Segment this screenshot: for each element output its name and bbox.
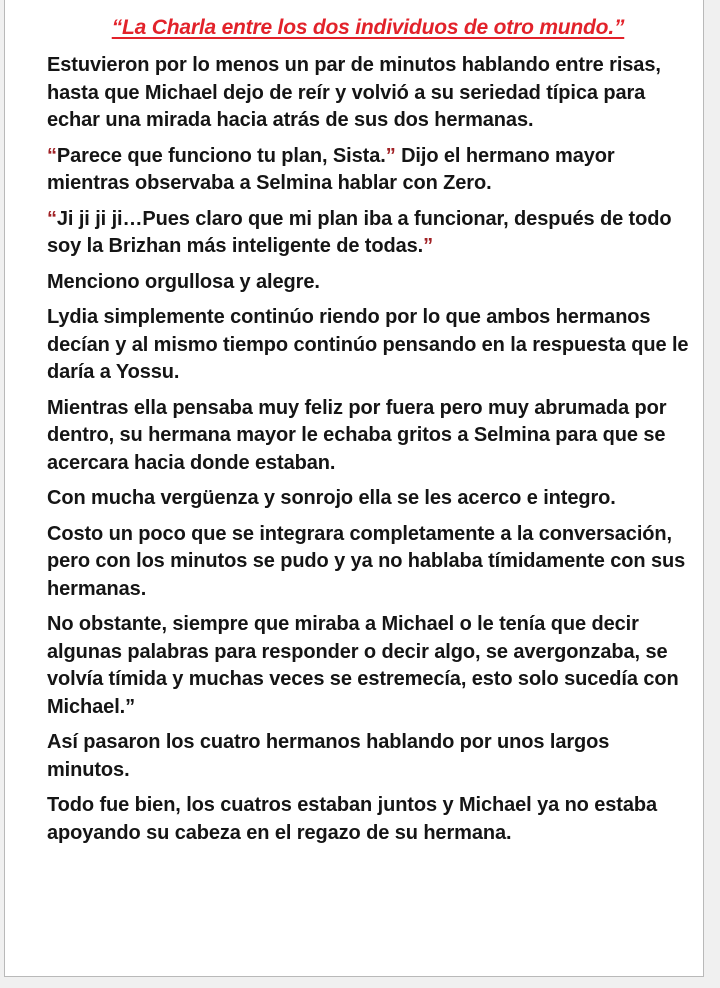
text-segment: Lydia simplemente continúo riendo por lo que ambos hermanos decían y al mismo tiempo continúo pensando en la respuesta que le daría a Yossu.	[47, 306, 689, 383]
text-segment: Costo un poco que se integrara completamente a la conversación, pero con los minutos se pudo y ya no hablaba tímidamente con sus hermanas.	[47, 522, 686, 600]
story-paragraph	[47, 395, 689, 478]
red-quote-mark: “	[47, 207, 57, 230]
text-segment: Ji ji ji ji…Pues claro que mi plan iba a funcionar, después de todo soy la Brizhan más inteligente de todas.	[47, 207, 672, 257]
story-paragraph	[47, 792, 689, 847]
story-paragraph	[47, 143, 689, 198]
story-body	[47, 52, 689, 847]
text-segment: Parece que funciono tu plan, Sista.	[56, 144, 386, 167]
text-segment: Así pasaron los cuatro hermanos hablando por unos largos minutos.	[47, 731, 610, 781]
text-segment: No obstante, siempre que miraba a Michael o le tenía que decir algunas palabras para responder o decir algo, se avergonzaba, se volvía tímida y muchas veces se estremecía, esto solo sucedía con Michael.”	[47, 613, 679, 718]
red-quote-mark: ”	[385, 144, 396, 167]
story-paragraph	[47, 521, 689, 604]
story-paragraph	[47, 52, 689, 135]
story-paragraph	[47, 729, 689, 784]
red-quote-mark: “	[47, 144, 57, 167]
text-segment: Estuvieron por lo menos un par de minutos hablando entre risas, hasta que Michael dejo de reír y volvió a su seriedad típica para echar una mirada hacia atrás de sus dos hermanas.	[47, 54, 661, 131]
document-page	[4, 0, 704, 977]
story-paragraph	[47, 269, 689, 297]
text-segment: Con mucha vergüenza y sonrojo ella se les acerco e integro.	[47, 487, 616, 509]
story-paragraph	[47, 611, 689, 721]
story-paragraph	[47, 206, 689, 261]
text-segment: Dijo el hermano mayor mientras observaba a Selmina hablar con Zero.	[47, 144, 615, 194]
red-quote-mark: ”	[423, 235, 434, 257]
story-paragraph	[47, 485, 689, 513]
text-segment: Todo fue bien, los cuatros estaban juntos y Michael ya no estaba apoyando su cabeza en el regazo de su hermana.	[47, 794, 658, 844]
text-segment: Menciono orgullosa y alegre.	[47, 270, 320, 293]
story-paragraph	[47, 304, 689, 387]
story-title: “La Charla entre los dos individuos de otro mundo.”	[111, 16, 625, 39]
text-segment: Mientras ella pensaba muy feliz por fuera pero muy abrumada por dentro, su hermana mayor le echaba gritos a Selmina para que se acercara hacia donde estaban.	[47, 396, 667, 474]
